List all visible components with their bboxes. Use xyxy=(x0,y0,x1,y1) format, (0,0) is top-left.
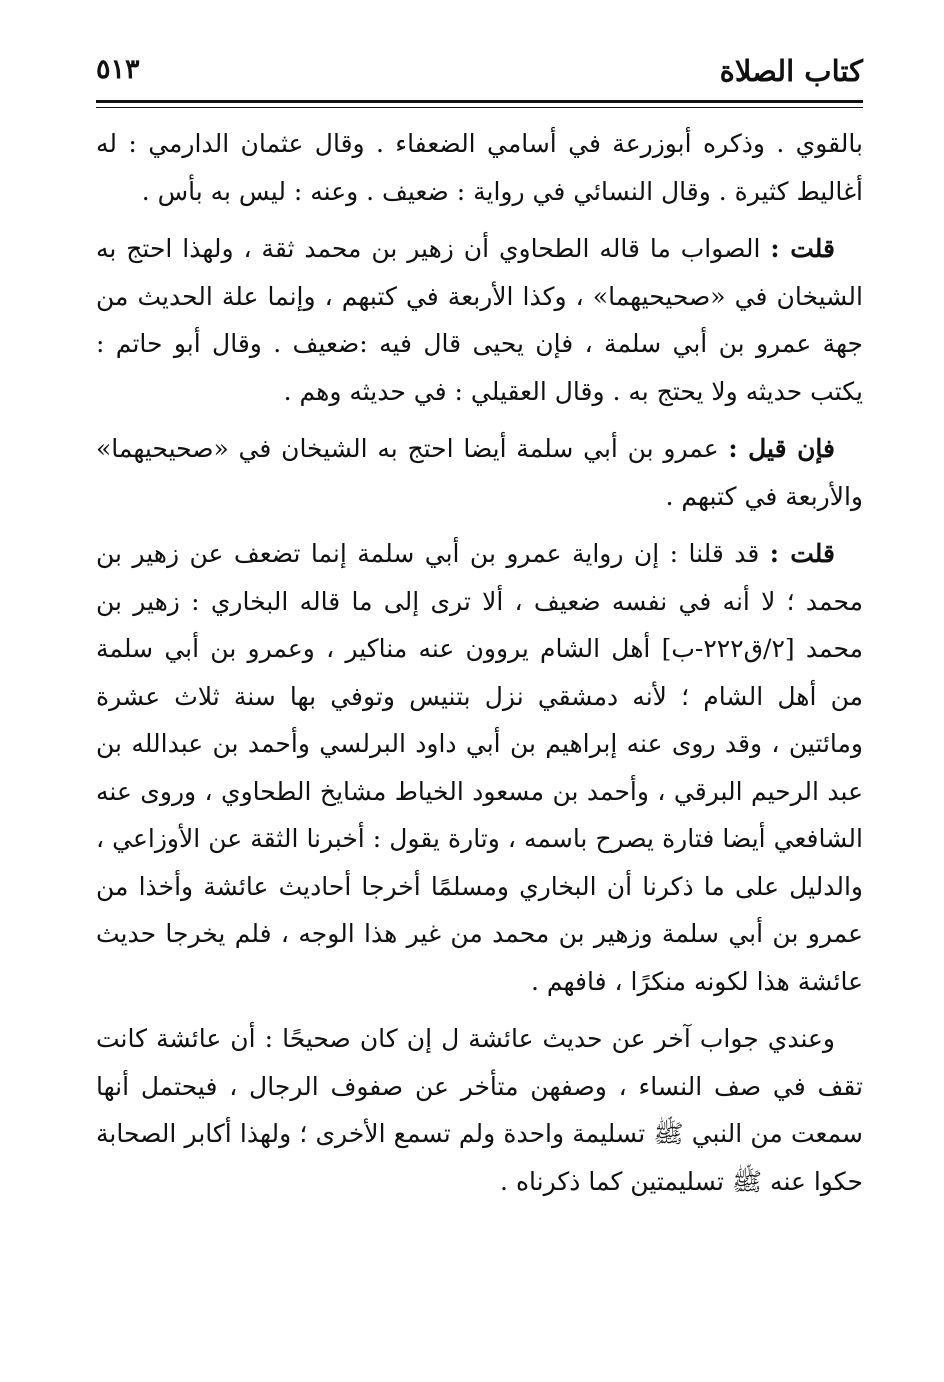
paragraph-4-lead: قلت : xyxy=(769,539,835,568)
paragraph-3-text: عمرو بن أبي سلمة أيضا احتج به الشيخان في «صحيحيهما» والأربعة في كتبهم . xyxy=(96,434,863,511)
paragraph-5-text: وعندي جواب آخر عن حديث عائشة ل إن كان صحيحًا : أن عائشة كانت تقف في صف النساء ، وصفهن متأخر عن صفوف الرجال ، فيحتمل أنها سمعت من النبي ﷺ تسليمة واحدة ولم تسمع الأخرى ؛ ولهذا أكابر الصحابة حكوا عنه ﷺ تسليمتين كما ذكرناه . xyxy=(96,1024,863,1196)
paragraph-2-text: الصواب ما قاله الطحاوي أن زهير بن محمد ثقة ، ولهذا احتج به الشيخان في «صحيحيهما» ، وكذا الأربعة في كتبهم ، وإنما علة الحديث من جهة عمرو بن أبي سلمة ، فإن يحيى قال فيه :ضعيف . وقال أبو حاتم : يكتب حديثه ولا يحتج به . وقال العقيلي : في حديثه وهم . xyxy=(96,234,863,406)
running-title: كتاب الصلاة xyxy=(719,54,863,88)
page-number: ٥١٣ xyxy=(96,54,140,85)
paragraph-1-text: بالقوي . وذكره أبوزرعة في أسامي الضعفاء . وقال عثمان الدارمي : له أغاليط كثيرة . وقال النسائي في رواية : ضعيف . وعنه : ليس به بأس . xyxy=(96,129,863,206)
body-text xyxy=(96,120,863,1215)
paragraph-1 xyxy=(96,120,863,215)
paragraph-2 xyxy=(96,225,863,415)
paragraph-4-text: قد قلنا : إن رواية عمرو بن أبي سلمة إنما تضعف عن زهير بن محمد ؛ لا أنه في نفسه ضعيف ، ألا ترى إلى ما قاله البخاري : زهير بن محمد [٢/ق٢٢٢-ب] أهل الشام يروون عنه مناكير ، وعمرو بن أبي سلمة من أهل الشام ؛ لأنه دمشقي نزل بتنيس وتوفي بها سنة ثلاث عشرة ومائتين ، وقد روى عنه إبراهيم بن أبي داود البرلسي وأحمد بن عبدالله بن عبد الرحيم البرقي ، وأحمد بن مسعود الخياط مشايخ الطحاوي ، وروى عنه الشافعي أيضا فتارة يصرح باسمه ، وتارة يقول : أخبرنا الثقة عن الأوزاعي ، والدليل على ما ذكرنا أن البخاري ومسلمًا أخرجا أحاديث عائشة وأخذا من عمرو بن أبي سلمة وزهير بن محمد من غير هذا الوجه ، فلم يخرجا حديث عائشة هذا لكونه منكرًا ، فافهم . xyxy=(96,539,863,996)
paragraph-2-lead: قلت : xyxy=(770,234,835,263)
paragraph-3 xyxy=(96,425,863,520)
page-header xyxy=(96,42,863,103)
paragraph-3-lead: فإن قيل : xyxy=(728,434,835,463)
paragraph-4 xyxy=(96,530,863,1005)
paragraph-5 xyxy=(96,1015,863,1205)
